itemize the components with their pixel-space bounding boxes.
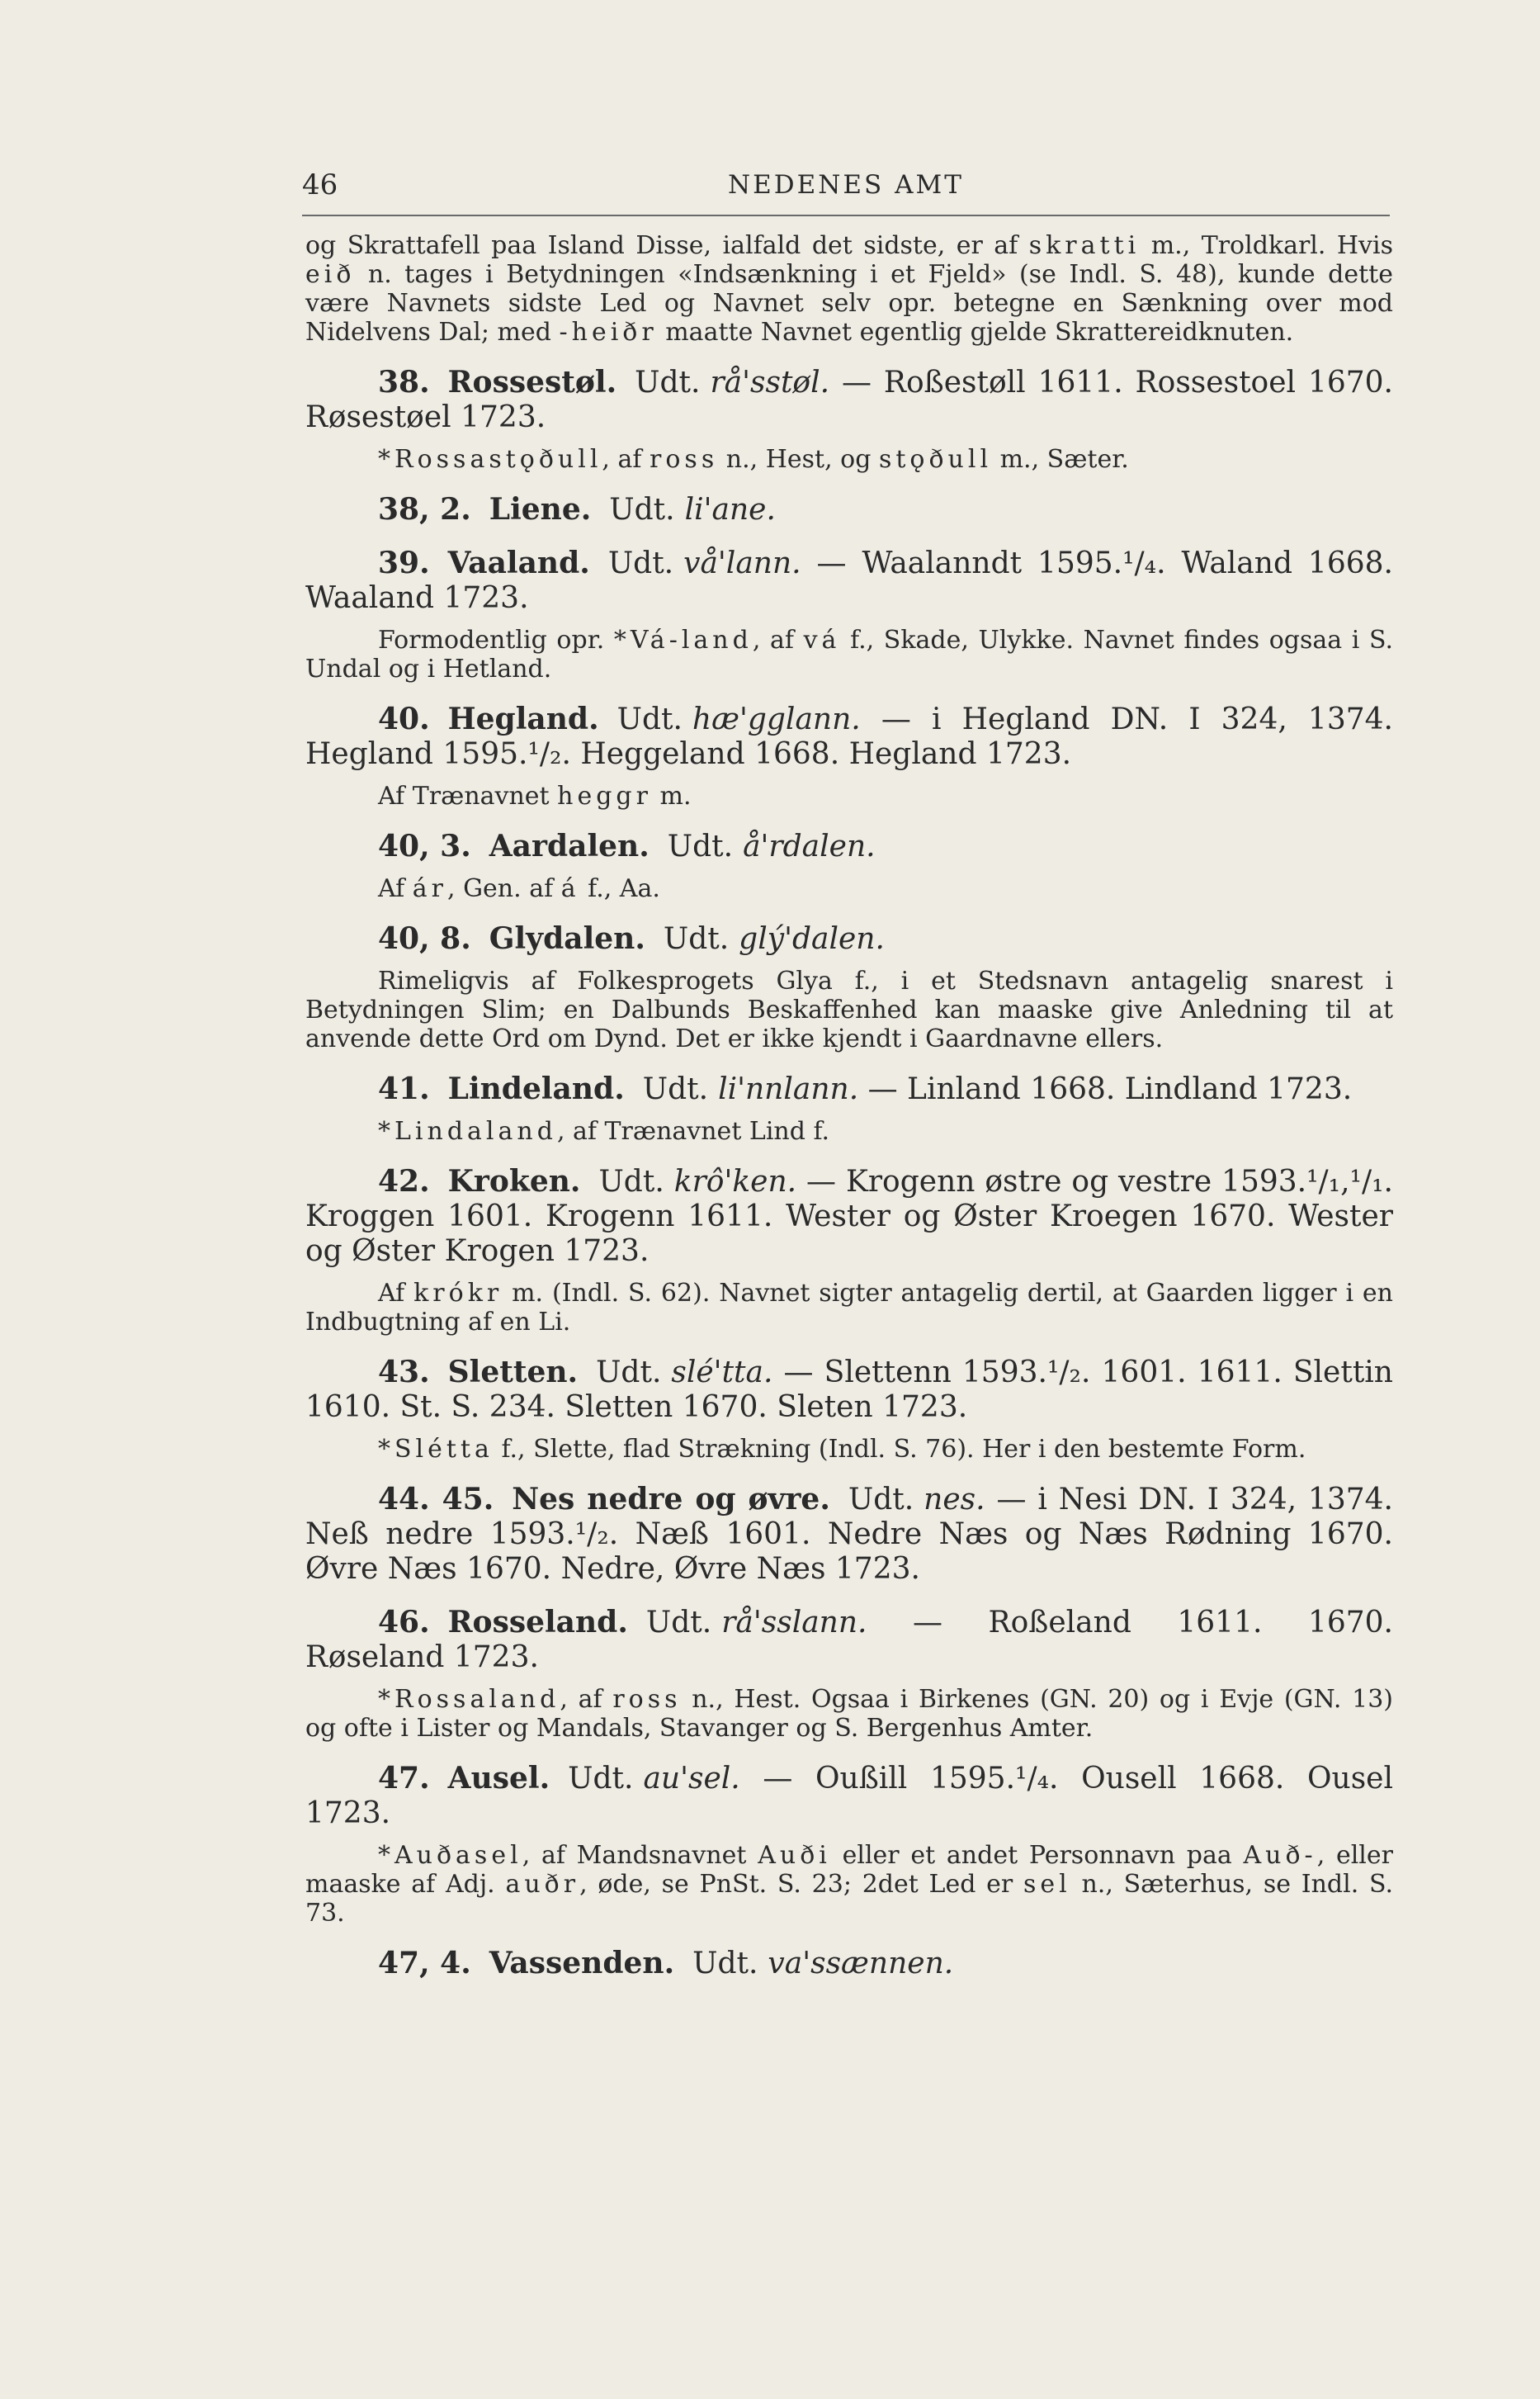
pronunciation-label: Udt. [692, 1947, 758, 1980]
pronunciation-label: Udt. [609, 493, 675, 527]
pronunciation-label: Udt. [645, 1606, 712, 1640]
spaced-word: -heiðr [559, 318, 658, 347]
pronunciation: au'sel. [643, 1762, 740, 1796]
entry-name: Kroken. [447, 1164, 581, 1199]
entry-number: 40. [378, 702, 430, 736]
pronunciation-label: Udt. [635, 366, 701, 400]
historical-forms: — Waalanndt 1595.¹/₄. Waland 1668. Waaland 1723. [305, 547, 1393, 615]
spaced-word: á [560, 874, 580, 903]
pronunciation: li'nnlann. [718, 1072, 859, 1106]
entry-number: 41. [378, 1072, 430, 1106]
historical-forms: — Roßestøll 1611. Rossestoel 1670. Røsestøel 1723. [305, 366, 1393, 434]
entry-name: Lindeland. [447, 1072, 625, 1106]
spaced-word: *Rossaland [378, 1685, 560, 1714]
text-run: n., Sæterhus, se Indl. S. 73. [305, 1870, 1393, 1928]
entry-heading [305, 829, 1393, 864]
spaced-word: auðr [505, 1870, 580, 1899]
pronunciation: å'rdalen. [743, 830, 876, 864]
text-run: Formodentlig opr. [378, 626, 614, 655]
spaced-word: *Vá-land [613, 626, 753, 655]
pronunciation-label: Udt. [596, 1356, 662, 1389]
entry-note [305, 967, 1393, 1053]
entry-number: 39. [378, 546, 430, 580]
spaced-word: skratti [1028, 231, 1141, 260]
spaced-word: sel [1023, 1870, 1071, 1899]
spaced-word: Auð- [1243, 1841, 1317, 1870]
entry-note [305, 1685, 1393, 1743]
entry-number: 47. [378, 1761, 430, 1796]
pronunciation-label: Udt. [667, 830, 734, 864]
spaced-word: *Slétta [378, 1435, 494, 1464]
entry-heading [305, 702, 1393, 772]
historical-forms: — Linland 1668. Lindland 1723. [858, 1072, 1353, 1106]
spaced-word: *Lindaland [378, 1117, 557, 1146]
entry-note [305, 1279, 1393, 1337]
pronunciation-label: Udt. [642, 1072, 709, 1106]
spaced-word: heggr [557, 782, 652, 811]
text-run: m., Troldkarl. Hvis [1140, 231, 1393, 260]
text-run: Af [378, 874, 413, 903]
entry-note [305, 1435, 1393, 1464]
historical-forms: — Roßeland 1611. 1670. Røseland 1723. [305, 1606, 1393, 1674]
entry-name: Vassenden. [489, 1946, 675, 1980]
text-run: og Skrattafell paa Island Disse, ialfald det sidste, er af [305, 231, 1029, 260]
text-run: , af [752, 626, 804, 655]
entry-heading [305, 1355, 1393, 1425]
entry-heading [305, 1946, 1393, 1981]
text-run: , øde, se PnSt. S. 23; 2det Led er [579, 1870, 1023, 1899]
entry-name: Liene. [489, 492, 592, 527]
pronunciation-label: Udt. [607, 547, 674, 580]
entry-number: 46. [378, 1605, 430, 1640]
entry-number: 47, 4. [378, 1946, 471, 1980]
entry-number: 42. [378, 1164, 430, 1199]
entry-heading [305, 546, 1393, 616]
spaced-word: ár [412, 874, 448, 903]
entry-heading [305, 492, 1393, 528]
pronunciation: slé'tta. [671, 1356, 773, 1389]
historical-forms: — Krogenn østre og vestre 1593.¹/₁,¹/₁. Kroggen 1601. Krogenn 1611. Wester og Øster Kroegen 1670. Wester og Øster Krogen 1723. [305, 1165, 1393, 1268]
text-run: , Gen. af [447, 874, 561, 903]
pronunciation-label: Udt. [598, 1165, 664, 1199]
entry-note [305, 1841, 1393, 1928]
historical-forms: — Slettenn 1593.¹/₂. 1601. 1611. Slettin 1610. St. S. 234. Sletten 1670. Sleten 1723. [305, 1356, 1393, 1424]
entry-note [305, 445, 1393, 474]
entry-name: Aardalen. [489, 829, 650, 864]
entry-name: Rosseland. [447, 1605, 628, 1640]
text-run: , eller maaske af Adj. [305, 1841, 1393, 1899]
text-run: n., Hest. Ogsaa i Birkenes (GN. 20) og i Evje (GN. 13) og ofte i Lister og Mandals, Stavanger og S. Bergenhus Amter. [305, 1685, 1393, 1743]
pronunciation: va'ssænnen. [768, 1947, 954, 1980]
pronunciation: li'ane. [684, 493, 776, 527]
entry-number: 40, 3. [378, 829, 471, 864]
pronunciation: krô'ken. [673, 1165, 797, 1199]
entry-note [305, 782, 1393, 811]
spaced-word: krókr [413, 1279, 503, 1308]
page-header [302, 165, 1390, 216]
entry-name: Vaaland. [447, 546, 590, 580]
historical-forms: — i Hegland DN. I 324, 1374. Hegland 1595.¹/₂. Heggeland 1668. Hegland 1723. [305, 703, 1393, 771]
text-run: f., Skade, Ulykke. Navnet findes ogsaa i S. Undal og i Hetland. [305, 626, 1393, 684]
text-run: f., Slette, flad Strækning (Indl. S. 76). Her i den bestemte Form. [493, 1435, 1306, 1464]
pronunciation-label: Udt. [663, 922, 730, 956]
entry-number: 44. 45. [378, 1482, 494, 1517]
page-number: 46 [302, 168, 338, 201]
entry-number: 38. [378, 365, 430, 400]
page-body [305, 231, 1393, 1981]
spaced-word: Auði [758, 1841, 831, 1870]
entry-note [305, 874, 1393, 903]
spaced-word: *Auðasel [378, 1841, 522, 1870]
text-run: Af Trænavnet [378, 782, 558, 811]
text-run: n., Hest, og [718, 445, 879, 474]
text-run: maatte Navnet egentlig gjelde Skrattereidknuten. [657, 318, 1294, 347]
spaced-word: ross [612, 1685, 682, 1714]
spaced-word: ross [650, 445, 719, 474]
text-run: f., Aa. [579, 874, 660, 903]
text-run: eller et andet Personnavn paa [830, 1841, 1244, 1870]
text-run: Rimeligvis af Folkesprogets Glya f., i et Stedsnavn antagelig snarest i Betydningen Slim; en Dalbunds Beskaffenhed kan maaske give Anledning til at anvende dette Ord om Dynd. Det er ikke kjendt i Gaardnavne ellers. [305, 967, 1393, 1053]
entry-name: Nes nedre og øvre. [512, 1482, 830, 1517]
entry-heading [305, 1164, 1393, 1269]
entry-number: 40, 8. [378, 921, 471, 956]
text-run: , af Trænavnet Lind f. [556, 1117, 830, 1146]
pronunciation-label: Udt. [848, 1483, 914, 1517]
entry-note [305, 626, 1393, 684]
spaced-word: eið [305, 260, 356, 289]
text-run: m., Sæter. [992, 445, 1129, 474]
entry-heading [305, 1761, 1393, 1831]
entry-heading [305, 1072, 1393, 1107]
pronunciation: rå'sslann. [721, 1606, 867, 1640]
spaced-word: *Rossastǫðull [378, 445, 602, 474]
entry-number: 43. [378, 1355, 430, 1389]
entry-number: 38, 2. [378, 492, 471, 527]
spaced-word: vá [803, 626, 841, 655]
text-run: m. [651, 782, 692, 811]
text-run: , af [560, 1685, 613, 1714]
pronunciation: vå'lann. [683, 547, 801, 580]
text-run: n. tages i Betydningen «Indsænkning i et Fjeld» (se Indl. S. 48), kunde dette være Navnets sidste Led og Navnet selv opr. betegne en Sænkning over mod Nidelvens Dal; med [305, 260, 1393, 347]
text-run: m. (Indl. S. 62). Navnet sigter antagelig dertil, at Gaarden ligger i en Indbugtning af en Li. [305, 1279, 1393, 1337]
pronunciation-label: Udt. [568, 1762, 634, 1796]
pronunciation-label: Udt. [616, 703, 683, 736]
historical-forms: — i Nesi DN. I 324, 1374. Neß nedre 1593.¹/₂. Næß 1601. Nedre Næs og Næs Rødning 1670. Øvre Næs 1670. Nedre, Øvre Næs 1723. [305, 1483, 1393, 1586]
running-head: NEDENES AMT [728, 170, 964, 200]
entry-name: Rossestøl. [447, 365, 617, 400]
spaced-word: stǫðull [878, 445, 993, 474]
pronunciation: glý'dalen. [739, 922, 885, 956]
text-run: Af [378, 1279, 414, 1308]
historical-forms: — Oußill 1595.¹/₄. Ousell 1668. Ousel 1723. [305, 1762, 1393, 1830]
entry-name: Sletten. [447, 1355, 579, 1389]
pronunciation: nes. [924, 1483, 985, 1517]
entry-heading [305, 1605, 1393, 1675]
text-run: , af Mandsnavnet [522, 1841, 758, 1870]
pronunciation: hæ'gglann. [692, 703, 861, 736]
entry-name: Ausel. [447, 1761, 550, 1796]
entry-heading [305, 365, 1393, 435]
entry-heading [305, 1482, 1393, 1587]
pronunciation: rå'sstøl. [710, 366, 830, 400]
entry-note [305, 1117, 1393, 1146]
entry-name: Glydalen. [489, 921, 645, 956]
entry-name: Hegland. [447, 702, 599, 736]
intro-paragraph [305, 231, 1393, 347]
entry-heading [305, 921, 1393, 957]
text-run: , af [602, 445, 650, 474]
